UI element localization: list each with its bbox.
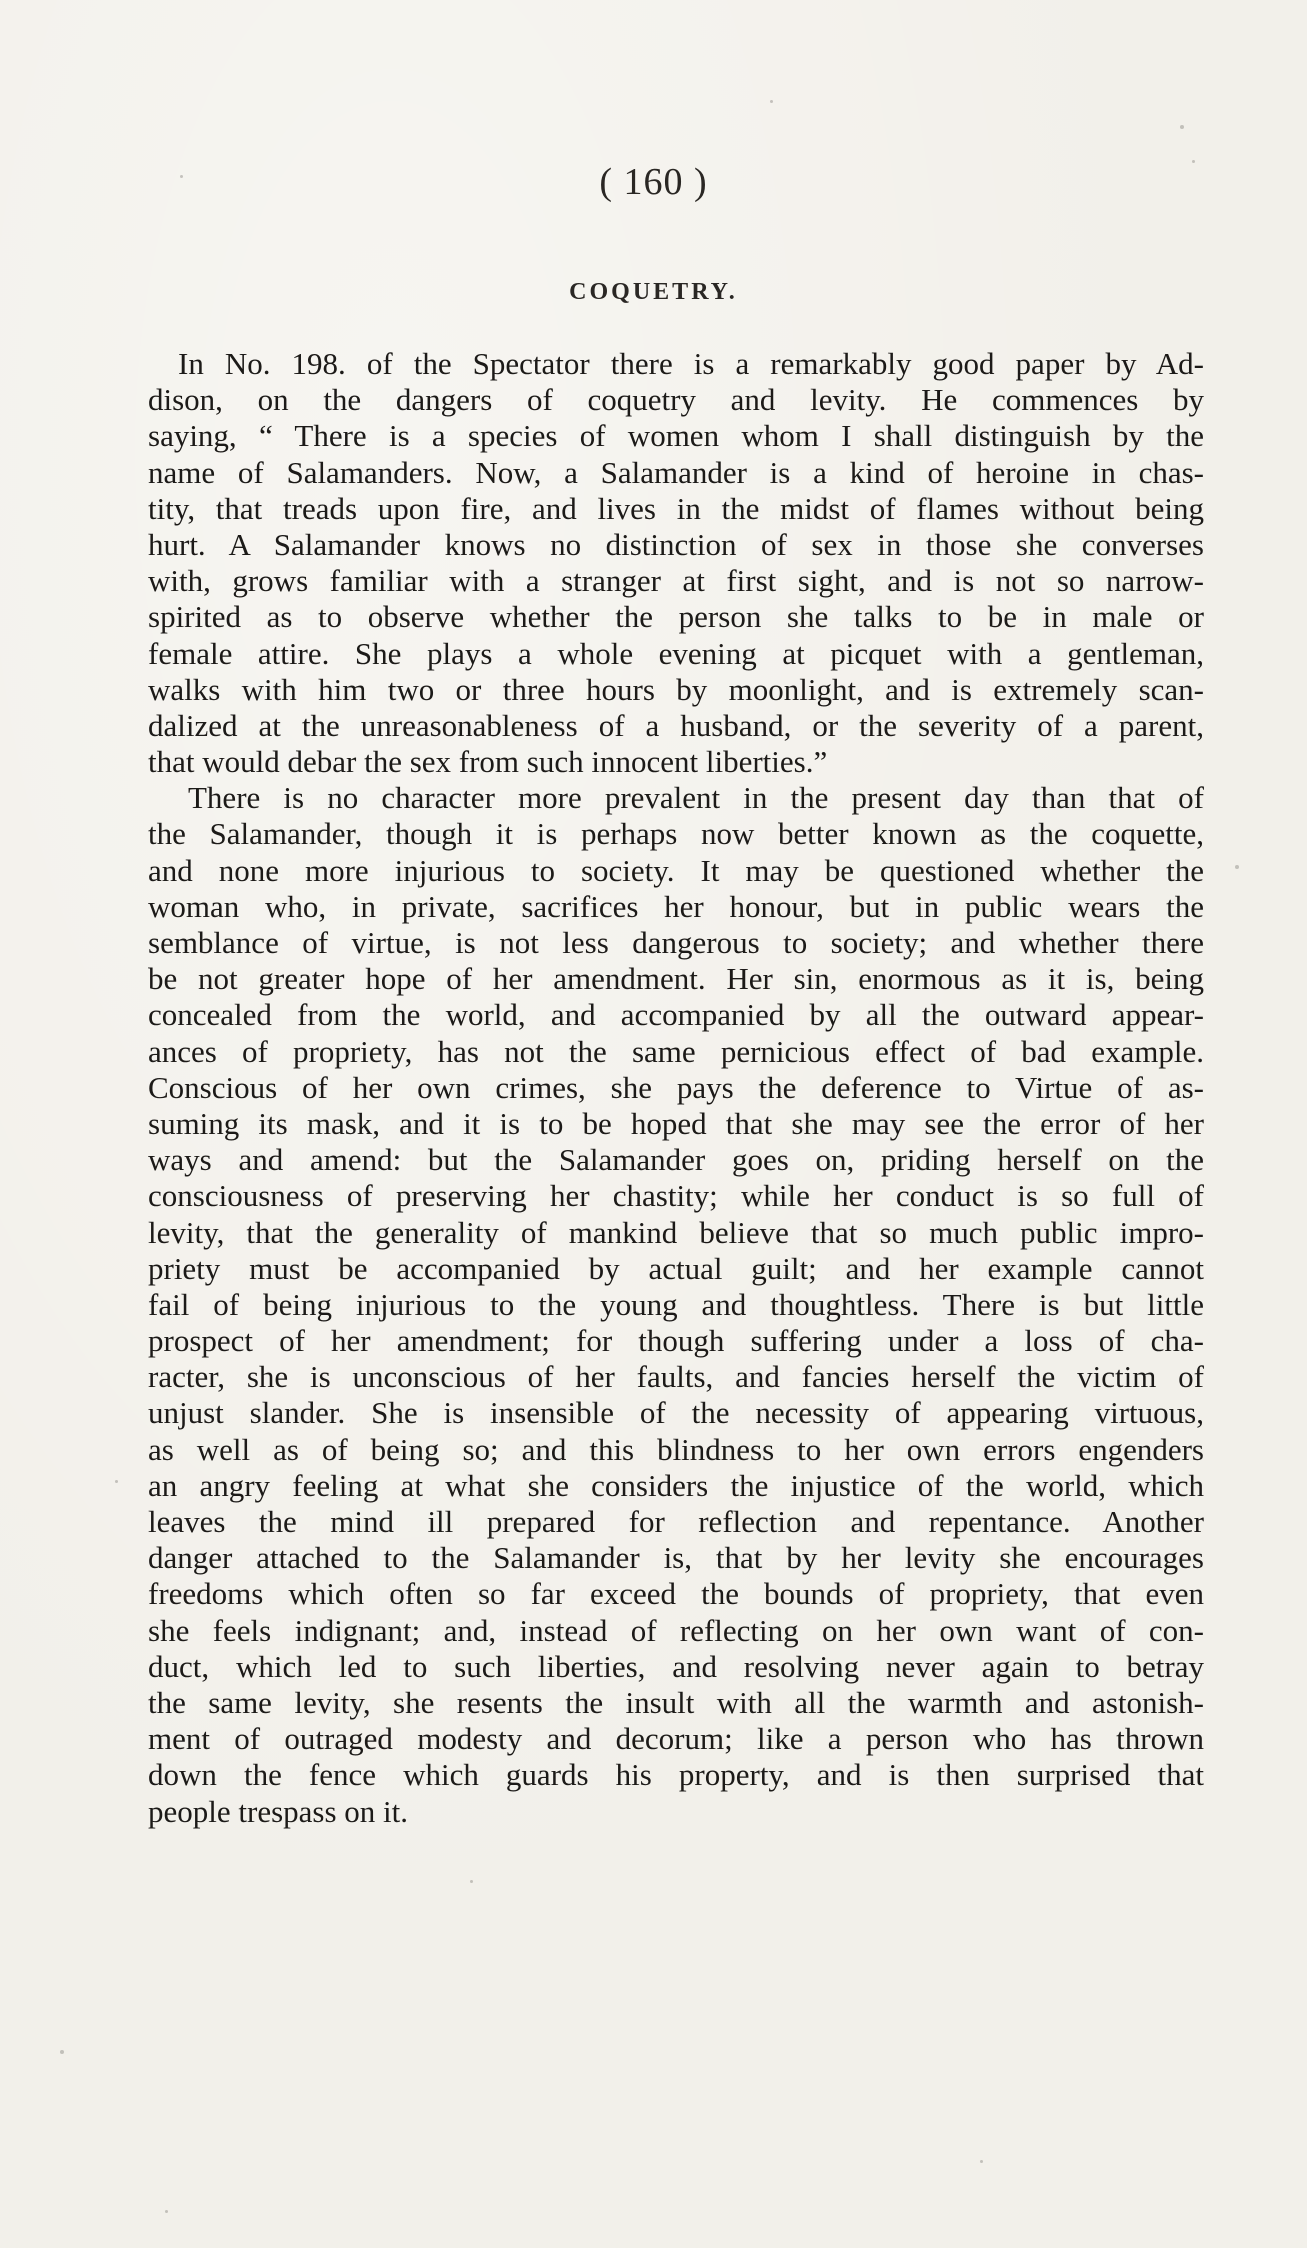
text-line: racter, she is unconscious of her faults, and fancies herself the victim of — [148, 1359, 1204, 1395]
text-line: down the fence which guards his property, and is then surprised that — [148, 1757, 1204, 1793]
text-line: priety must be accompanied by actual guilt; and her example cannot — [148, 1250, 1204, 1286]
text-line: as well as of being so; and this blindness to her own errors engenders — [148, 1431, 1204, 1467]
text-line: an angry feeling at what she considers the injustice of the world, which — [148, 1467, 1204, 1503]
text-line: leaves the mind ill prepared for reflection and repentance. Another — [148, 1504, 1204, 1539]
text-line: consciousness of preserving her chastity; while her conduct is so full of — [148, 1178, 1204, 1214]
page-number: ( 160 ) — [599, 161, 708, 203]
scan-speck — [1180, 125, 1184, 129]
text-line: ment of outraged modesty and decorum; like a person who has thrown — [148, 1721, 1204, 1757]
scan-speck — [165, 2210, 168, 2213]
text-line: concealed from the world, and accompanied by all the outward appear- — [148, 997, 1204, 1033]
text-line: with, grows familiar with a stranger at first sight, and is not so narrow- — [148, 563, 1204, 599]
text-line: she feels indignant; and, instead of reflecting on her own want of con- — [148, 1612, 1204, 1648]
text-line: the Salamander, though it is perhaps now better known as the coquette, — [148, 816, 1204, 852]
text-line: the same levity, she resents the insult with all the warmth and astonish- — [148, 1684, 1204, 1720]
text-line: woman who, in private, sacrifices her honour, but in public wears the — [148, 888, 1204, 924]
text-line: spirited as to observe whether the person she talks to be in male or — [148, 599, 1204, 635]
text-line: dalized at the unreasonableness of a husband, or the severity of a parent, — [148, 707, 1204, 743]
text-line: ances of propriety, has not the same pernicious effect of bad example. — [148, 1033, 1204, 1069]
scan-speck — [115, 1480, 118, 1483]
paragraph — [148, 780, 1204, 1829]
text-line: walks with him two or three hours by moonlight, and is extremely scan- — [148, 671, 1204, 707]
text-line: suming its mask, and it is to be hoped that she may see the error of her — [148, 1105, 1204, 1141]
text-line: be not greater hope of her amendment. Her sin, enormous as it is, being — [148, 961, 1204, 997]
text-line: hurt. A Salamander knows no distinction of sex in those she converses — [148, 526, 1204, 562]
body-text — [148, 346, 1204, 1830]
text-line: duct, which led to such liberties, and resolving never again to betray — [148, 1648, 1204, 1684]
text-line: In No. 198. of the Spectator there is a remarkably good paper by Ad- — [178, 346, 1204, 381]
text-line: dison, on the dangers of coquetry and levity. He commences by — [148, 382, 1204, 418]
scan-speck — [470, 1880, 473, 1883]
text-line: There is no character more prevalent in the present day than that of — [188, 780, 1204, 816]
text-line: tity, that treads upon fire, and lives in the midst of flames without being — [148, 490, 1204, 526]
text-line: unjust slander. She is insensible of the necessity of appearing virtuous, — [148, 1395, 1204, 1431]
text-line: and none more injurious to society. It may be questioned whether the — [148, 852, 1204, 888]
paragraph — [148, 346, 1204, 780]
text-line: danger attached to the Salamander is, that by her levity she encourages — [148, 1540, 1204, 1576]
text-line: saying, “ There is a species of women whom I shall distinguish by the — [148, 418, 1204, 454]
text-line: that would debar the sex from such innocent liberties.” — [148, 744, 828, 780]
text-line: female attire. She plays a whole evening at picquet with a gentleman, — [148, 635, 1204, 671]
text-line: freedoms which often so far exceed the bounds of propriety, that even — [148, 1576, 1204, 1612]
scan-speck — [60, 2050, 64, 2054]
scan-speck — [770, 100, 773, 103]
text-line: fail of being injurious to the young and thoughtless. There is but little — [148, 1286, 1204, 1322]
text-line: name of Salamanders. Now, a Salamander is a kind of heroine in chas- — [148, 454, 1204, 490]
scan-speck — [1235, 865, 1239, 869]
text-line: Conscious of her own crimes, she pays the deference to Virtue of as- — [148, 1069, 1204, 1105]
text-line: ways and amend: but the Salamander goes on, priding herself on the — [148, 1142, 1204, 1178]
text-line: prospect of her amendment; for though suffering under a loss of cha- — [148, 1323, 1204, 1359]
scan-speck — [980, 2160, 983, 2163]
text-line: people trespass on it. — [148, 1793, 409, 1829]
text-line: levity, that the generality of mankind believe that so much public impro- — [148, 1214, 1204, 1250]
page-title: COQUETRY. — [569, 279, 738, 305]
text-line: semblance of virtue, is not less dangerous to society; and whether there — [148, 925, 1204, 960]
